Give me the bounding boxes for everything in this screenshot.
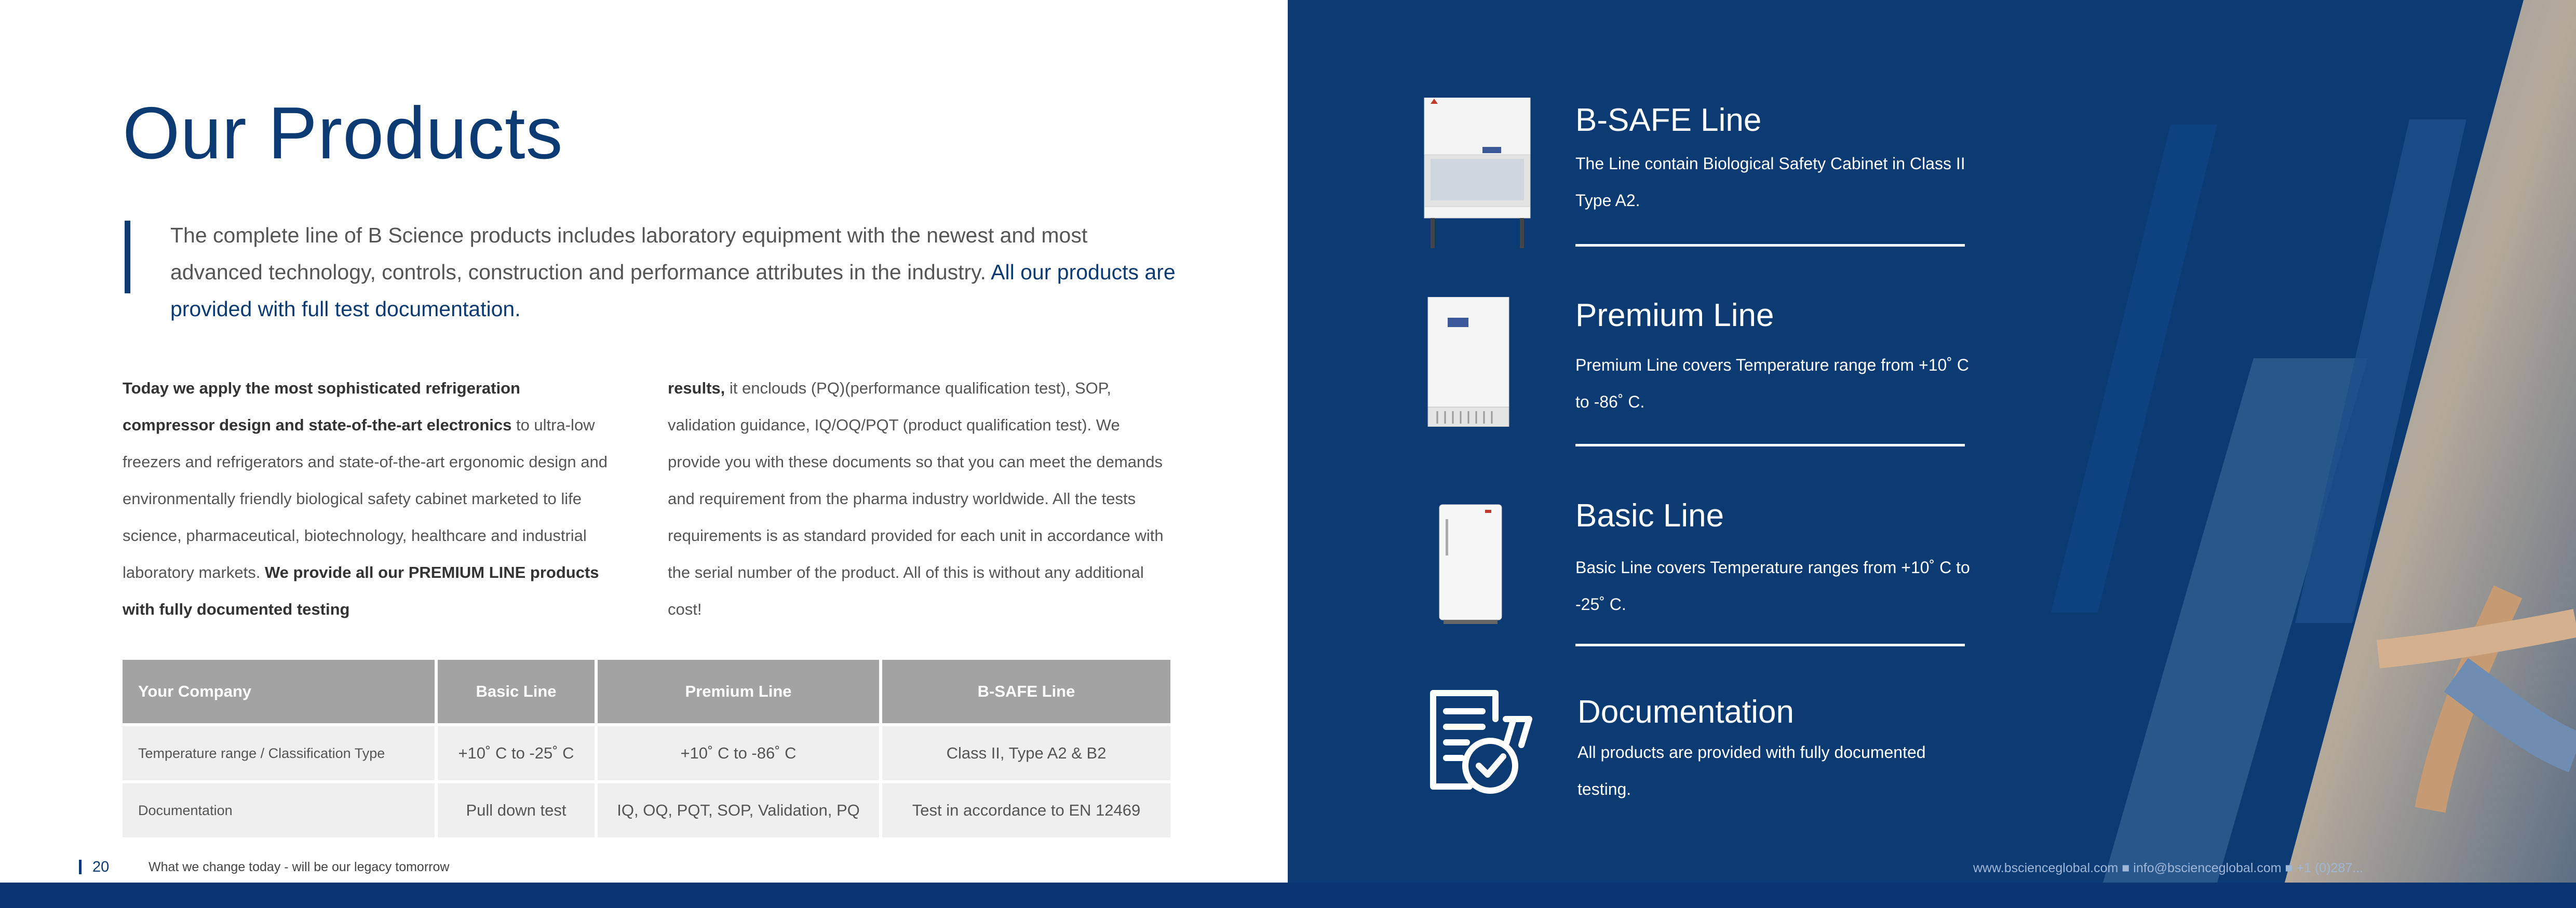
product-title: B-SAFE Line: [1575, 102, 1762, 138]
table-cell: Pull down test: [438, 783, 595, 837]
table-cell: Class II, Type A2 & B2: [882, 726, 1170, 780]
product-divider: [1575, 444, 1965, 446]
page-title: Our Products: [123, 92, 563, 174]
table-header-cell: Premium Line: [598, 660, 879, 723]
bottom-band: [0, 883, 2576, 908]
right-page: [1288, 0, 2576, 883]
photo-stripe: [2051, 125, 2217, 613]
body-column-right: [668, 370, 1177, 628]
table-cell: Temperature range / Classification Type: [123, 726, 435, 780]
body-text: to ultra-low freezers and refrigerators and state-of-the-art ergonomic design and environmentally friendly biological safety cabinet marketed to life science, pharmaceutical, biotechnology, healthcare and industrial laboratory markets.: [123, 416, 608, 581]
document-check-icon: [1428, 688, 1537, 797]
product-description: Basic Line covers Temperature ranges from +10˚ C to -25˚ C.: [1575, 558, 1970, 614]
lead-main-text: The complete line of B Science products includes laboratory equipment with the newest and most advanced technology, controls, construction and performance attributes in the industry.: [170, 223, 1088, 284]
lead-accent-bar: [125, 221, 130, 293]
table-header-cell: B-SAFE Line: [882, 660, 1170, 723]
table-cell: Documentation: [123, 783, 435, 837]
table-header-cell: Your Company: [123, 660, 435, 723]
safety-cabinet-icon: [1420, 98, 1534, 248]
product-comparison-table: [119, 657, 1174, 841]
product-title: Basic Line: [1575, 498, 1724, 534]
page-number: 20: [92, 859, 110, 875]
body-column-left: [123, 370, 616, 628]
lead-paragraph: [170, 217, 1183, 328]
table-header-cell: Basic Line: [438, 660, 595, 723]
contact-line: www.bscienceglobal.com ■ info@bscienceglobal.com ■ +1 (0)287...: [1973, 861, 2364, 875]
refrigerator-icon: [1438, 504, 1503, 624]
table-cell: IQ, OQ, PQT, SOP, Validation, PQ: [598, 783, 879, 837]
product-description: Premium Line covers Temperature range from +10˚ C to -86˚ C.: [1575, 356, 1969, 411]
table-cell: +10˚ C to -86˚ C: [598, 726, 879, 780]
body-bold-intro: Today we apply the most sophisticated refrigeration compressor design and state-of-the-art electronics: [123, 379, 520, 434]
ultra-low-freezer-icon: [1427, 297, 1510, 427]
footer-accent-bar: [79, 860, 82, 874]
table-row: [123, 726, 1170, 780]
product-description: The Line contain Biological Safety Cabinet in Class II Type A2.: [1575, 154, 1965, 210]
table-row: [123, 783, 1170, 837]
body-bold-continue: results,: [668, 379, 725, 397]
product-title: Premium Line: [1575, 297, 1774, 333]
product-divider: [1575, 244, 1965, 247]
table-cell: Test in accordance to EN 12469: [882, 783, 1170, 837]
table-cell: +10˚ C to -25˚ C: [438, 726, 595, 780]
product-divider: [1575, 644, 1965, 646]
footer-tagline: What we change today - will be our legacy tomorrow: [149, 860, 450, 874]
product-description: All products are provided with fully documented testing.: [1577, 743, 1926, 798]
body-bold-outro: We provide all our PREMIUM LINE products with fully documented testing: [123, 563, 599, 618]
table-header-row: [123, 660, 1170, 723]
left-page: [0, 0, 1288, 883]
body-text: it enclouds (PQ)(performance qualification test), SOP, validation guidance, IQ/OQ/PQT (product qualification test). We provide you with these documents so that you can meet the demands and requirement from the pharma industry worldwide. All the tests requirements is as standard provided for each unit in accordance with the serial number of the product. All of this is without any additional cost!: [668, 379, 1164, 618]
product-title: Documentation: [1577, 694, 1795, 730]
lead-highlight-text: All our products are provided with full test documentation.: [170, 260, 1176, 321]
